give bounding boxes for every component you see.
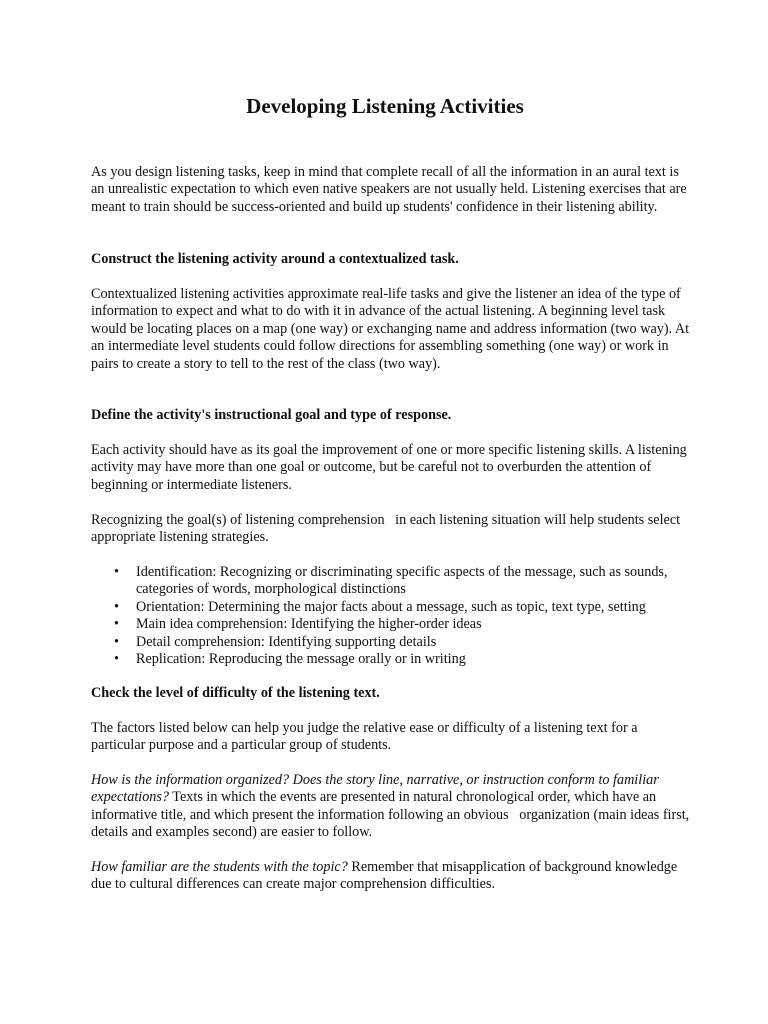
listening-goals-list (91, 564, 691, 668)
list-item (91, 564, 691, 599)
goal-paragraph: Each activity should have as its goal the improvement of one or more specific listening skills. A listening activity may have more than one goal or outcome, but be careful not to overburden the attention of beginning or intermediate listeners. (91, 442, 687, 493)
list-item-text: Replication: Reproducing the message orally or in writing (136, 651, 466, 668)
page-title: Developing Listening Activities (246, 94, 524, 118)
section-heading-contextualized-task: Construct the listening activity around a contextualized task. (91, 251, 459, 267)
bullet-icon: • (114, 564, 119, 580)
organization-question: How is the information organized? Does the story line, narrative, or instruction conform to familiar expectations? (91, 772, 663, 806)
familiarity-text: Remember that misapplication of background knowledge due to cultural differences can create major comprehension difficulties. (91, 859, 678, 893)
bullet-icon: • (114, 616, 119, 633)
list-item (91, 616, 691, 633)
bullet-icon: • (114, 598, 119, 615)
list-item-text: Main idea comprehension: Identifying the higher-order ideas (136, 616, 482, 633)
list-item (91, 599, 691, 616)
familiarity-paragraph (91, 859, 691, 894)
bullet-icon: • (114, 651, 119, 668)
list-item (91, 651, 691, 668)
list-item-text: Orientation: Determining the major facts about a message, such as topic, text type, setting (136, 598, 646, 615)
organization-text: Texts in which the events are presented in natural chronological order, which have an informative title, and which present the information following an obvious organization (main ideas first, details and examples second) are easier to follow. (91, 789, 693, 841)
factors-paragraph: The factors listed below can help you judge the relative ease or difficulty of a listening text for a particular purpose and a particular group of students. (91, 720, 638, 754)
list-item-text: Identification: Recognizing or discriminating specific aspects of the message, such as sounds, categories of words, morphological distinctions (136, 564, 668, 598)
list-item-text: Detail comprehension: Identifying supporting details (136, 633, 437, 650)
list-item (91, 634, 691, 651)
recognizing-paragraph: Recognizing the goal(s) of listening comprehension in each listening situation will help students select appropriate listening strategies. (91, 512, 684, 546)
contextualized-paragraph: Contextualized listening activities approximate real-life tasks and give the listener an idea of the type of information to expect and what to do with it in advance of the actual listening. A beginning level task would be locating places on a map (one way) or exchanging name and address information (two way). At an intermediate level students could follow directions for assembling something (one way) or work in pairs to create a story to tell to the rest of the class (two way). (91, 286, 690, 372)
section-heading-difficulty: Check the level of difficulty of the listening text. (91, 685, 380, 701)
familiarity-question: How familiar are the students with the topic? (91, 859, 348, 875)
organization-paragraph (91, 772, 691, 842)
section-heading-instructional-goal: Define the activity's instructional goal and type of response. (91, 407, 452, 423)
bullet-icon: • (114, 633, 119, 650)
intro-paragraph: As you design listening tasks, keep in mind that complete recall of all the information in an aural text is an unrealistic expectation to which even native speakers are not usually held. Listening exercises that are meant to train should be success-oriented and build up students' confidence in their listening ability. (91, 164, 687, 215)
